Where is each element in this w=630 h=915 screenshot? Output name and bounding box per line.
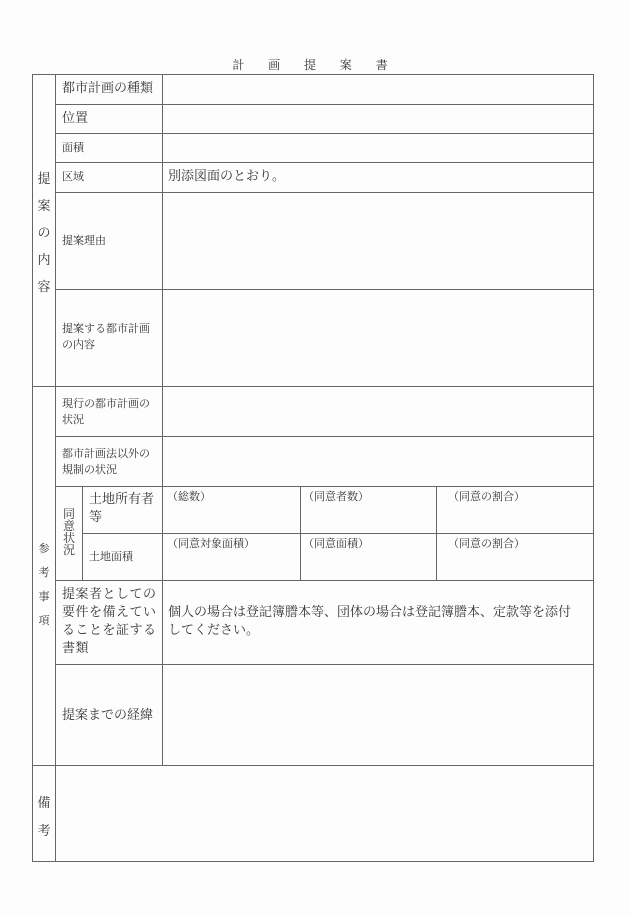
field-plan-type[interactable] xyxy=(163,75,593,104)
field-plan-content[interactable] xyxy=(163,290,593,386)
field-current-plan[interactable] xyxy=(163,387,593,436)
label-current-plan: 現行の都市計画の 状況 xyxy=(62,397,150,426)
cell-consent-count[interactable]: （同意者数） xyxy=(303,490,369,503)
cell-total-count[interactable]: （総数） xyxy=(167,490,211,503)
cell-target-area[interactable]: （同意対象面積） xyxy=(167,537,255,550)
label-location: 位置 xyxy=(62,111,89,126)
field-remarks[interactable] xyxy=(56,766,593,861)
field-area[interactable] xyxy=(163,134,593,162)
section-label-remarks: 備 考 xyxy=(37,796,51,839)
field-reason[interactable] xyxy=(163,193,593,289)
field-other-regulations[interactable] xyxy=(163,437,593,486)
label-other-regulations: 都市計画法以外の 規制の状況 xyxy=(62,447,150,476)
cell-consent-area[interactable]: （同意面積） xyxy=(303,537,369,550)
label-landowners: 土地所有者 等 xyxy=(89,492,155,525)
section-label-proposal: 提 案 の 内 容 xyxy=(37,172,51,295)
field-location[interactable] xyxy=(163,105,593,133)
consent-group-label: 同 意 状 況 xyxy=(62,507,75,557)
field-district[interactable]: 別添図面のとおり。 xyxy=(168,169,286,184)
field-history[interactable] xyxy=(163,665,593,765)
cell-consent-ratio-owners[interactable]: （同意の割合） xyxy=(448,490,525,503)
field-proof-documents[interactable]: 個人の場合は登記簿謄本等、団体の場合は登記簿謄本、定款等を添付 してください。 xyxy=(168,605,572,638)
label-reason: 提案理由 xyxy=(62,234,106,247)
section-label-reference: 参 考 事 項 xyxy=(38,542,50,627)
label-district: 区域 xyxy=(62,170,84,183)
cell-consent-ratio-area[interactable]: （同意の割合） xyxy=(448,537,525,550)
document-title: 計 画 提 案 書 xyxy=(232,58,398,72)
label-history: 提案までの経緯 xyxy=(62,708,154,723)
label-plan-type: 都市計画の種類 xyxy=(62,81,154,96)
label-plan-content: 提案する都市計画 の内容 xyxy=(62,322,150,351)
label-area: 面積 xyxy=(62,141,84,154)
label-proof-documents: 提案者としての 要件を備えてい ることを証する 書類 xyxy=(62,587,157,656)
label-land-area: 土地面積 xyxy=(89,550,133,563)
